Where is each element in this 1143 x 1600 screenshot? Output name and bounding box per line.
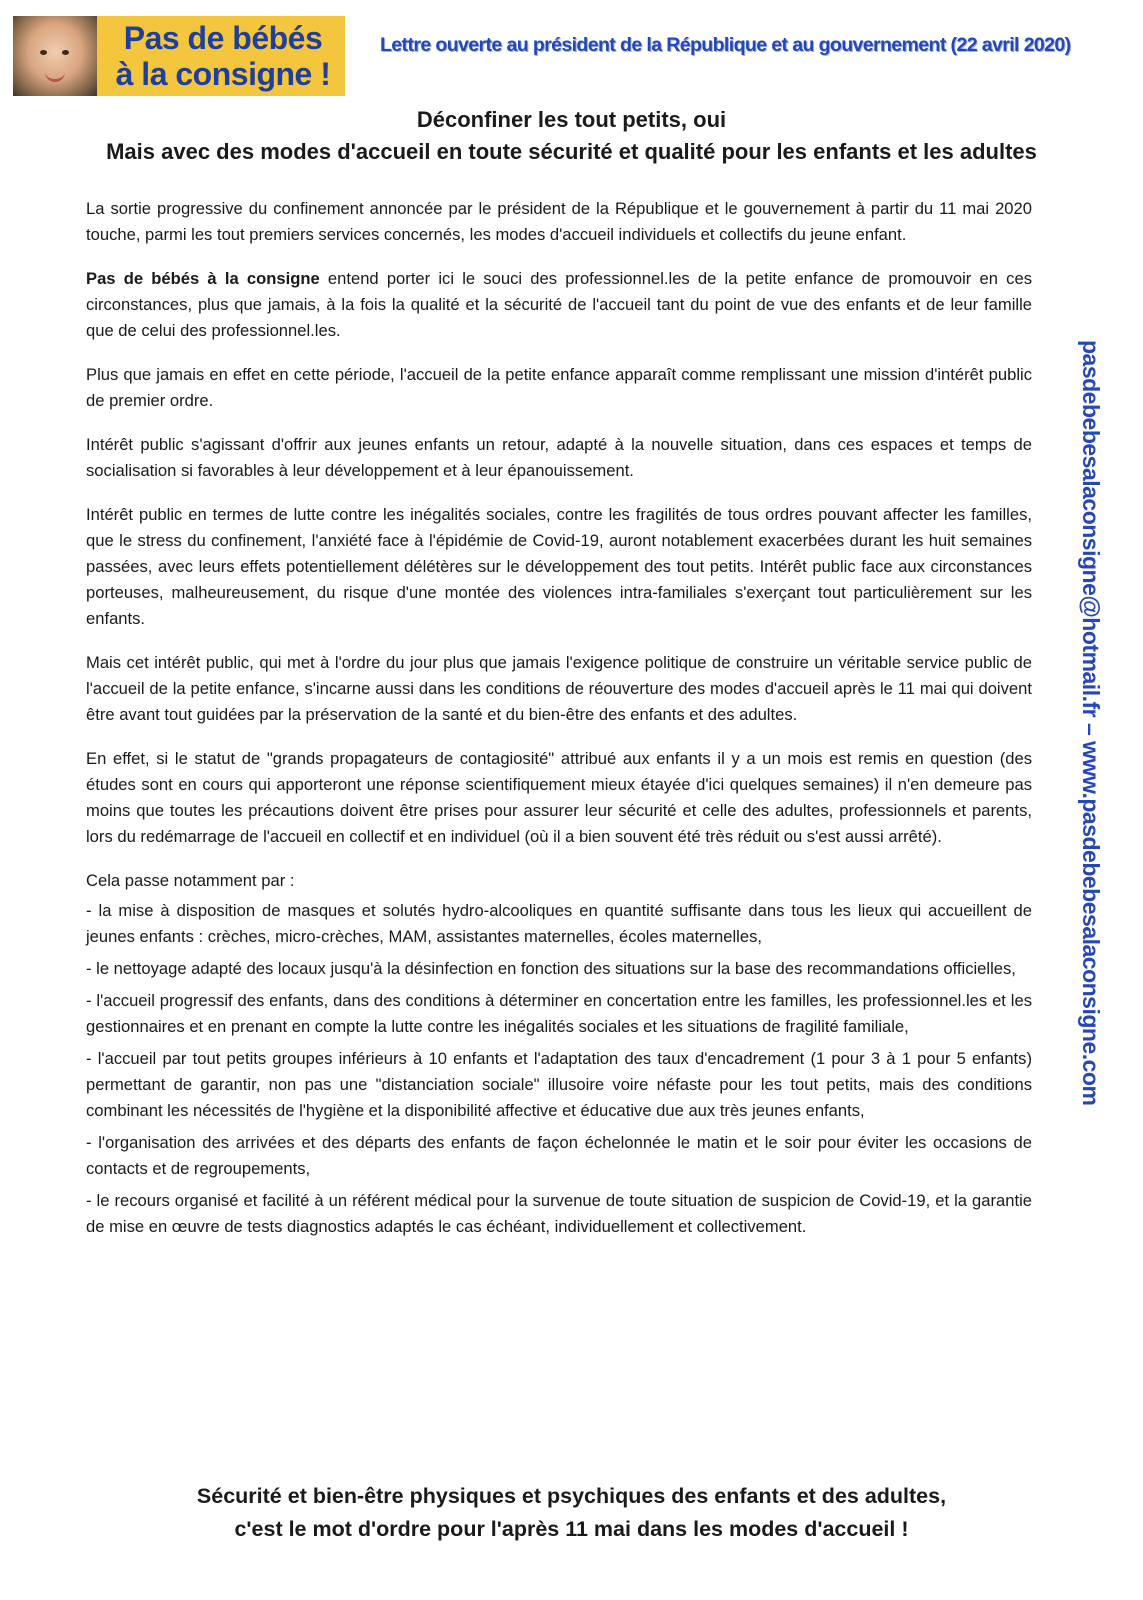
paragraph-2-text: entend porter ici le souci des professionnel.les de la petite enfance de promouvoir en ces circonstances, plus que jamais, à la fois la qualité et la sécurité de l'accueil tant du point de vue des enfants et de leur famille que de celui des professionnel.les. bbox=[86, 269, 1032, 340]
closing-statement bbox=[40, 1480, 1103, 1546]
letter-title: Lettre ouverte au président de la République et au gouvernement (22 avril 2020) bbox=[380, 34, 1071, 56]
paragraph-7: En effet, si le statut de "grands propagateurs de contagiosité" attribué aux enfants il y a un mois est remis en question (des études sont en cours qui apporteront une réponse scientifiquement mieux étayée d'ici quelques semaines) il n'en demeure pas moins que toutes les précautions doivent être prises pour assurer leur sécurité et celle des adultes, professionnels et parents, lors du redémarrage de l'accueil en collectif et en individuel (où il a bien souvent été très réduit ou s'est aussi arrêté). bbox=[86, 749, 1032, 846]
logo-line-2: à la consigne ! bbox=[115, 56, 331, 92]
letter-body bbox=[86, 196, 1032, 1246]
list-item: - la mise à disposition de masques et solutés hydro-alcooliques en quantité suffisante dans tous les lieux qui accueillent de jeunes enfants : crèches, micro-crèches, MAM, assistantes maternelles, écoles maternelles, bbox=[86, 901, 1032, 946]
paragraph-6: Mais cet intérêt public, qui met à l'ordre du jour plus que jamais l'exigence politique de construire un véritable service public de l'accueil de la petite enfance, s'incarne aussi dans les conditions de réouverture des modes d'accueil après le 11 mai qui doivent être avant tout guidées par la préservation de la santé et du bien-être des enfants et des adultes. bbox=[86, 653, 1032, 724]
paragraph-8: Cela passe notamment par : bbox=[86, 871, 295, 890]
paragraph-3: Plus que jamais en effet en cette période, l'accueil de la petite enfance apparaît comme remplissant une mission d'intérêt public de premier ordre. bbox=[86, 365, 1032, 410]
list-item: - l'accueil par tout petits groupes inférieurs à 10 enfants et l'adaptation des taux d'encadrement (1 pour 3 à 1 pour 5 enfants) permettant de garantir, non pas une "distanciation sociale" illusoire voire néfaste pour les tout petits, mais des conditions combinant les nécessités de l'hygiène et la disponibilité affective et éducative due aux très jeunes enfants, bbox=[86, 1049, 1032, 1120]
page-title bbox=[40, 104, 1103, 168]
title-line-1: Déconfiner les tout petits, oui bbox=[416, 107, 727, 132]
paragraph-2 bbox=[86, 266, 1032, 344]
title-line-2: Mais avec des modes d'accueil en toute sécurité et qualité pour les enfants et les adultes bbox=[106, 139, 1037, 164]
org-name: Pas de bébés à la consigne bbox=[86, 269, 320, 288]
closing-line-2: c'est le mot d'ordre pour l'après 11 mai dans les modes d'accueil ! bbox=[234, 1517, 909, 1541]
paragraph-4: Intérêt public s'agissant d'offrir aux jeunes enfants un retour, adapté à la nouvelle situation, dans ces espaces et temps de socialisation si favorables à leur développement et à leur épanouissement. bbox=[86, 435, 1032, 480]
paragraph-5: Intérêt public en termes de lutte contre les inégalités sociales, contre les fragilités de tous ordres pouvant affecter les familles, que le stress du confinement, l'anxiété face à l'épidémie de Covid-19, auront notablement exacerbées durant les huit semaines passées, avec leurs effets potentiellement délétères sur le développement des tout petits. Intérêt public face aux circonstances porteuses, malheureusement, du risque d'une montée des violences intra-familiales s'exerçant tout particulièrement sur les enfants. bbox=[86, 505, 1032, 628]
list-item: - le nettoyage adapté des locaux jusqu'à la désinfection en fonction des situations sur la base des recommandations officielles, bbox=[86, 959, 1016, 978]
logo-line-1: Pas de bébés bbox=[123, 20, 323, 56]
list-item: - l'accueil progressif des enfants, dans des conditions à déterminer en concertation entre les familles, les professionnel.les et les gestionnaires et en prenant en compte la lutte contre les inégalités sociales et les situations de fragilité familiale, bbox=[86, 991, 1032, 1036]
logo-text bbox=[105, 20, 341, 92]
paragraph-1: La sortie progressive du confinement annoncée par le président de la République et le gouvernement à partir du 11 mai 2020 touche, parmi les tout premiers services concernés, les modes d'accueil individuels et collectifs du jeune enfant. bbox=[86, 199, 1032, 244]
baby-photo bbox=[13, 16, 97, 96]
closing-line-1: Sécurité et bien-être physiques et psychiques des enfants et des adultes, bbox=[196, 1484, 947, 1508]
list-item: - l'organisation des arrivées et des départs des enfants de façon échelonnée le matin et le soir pour éviter les occasions de contacts et de regroupements, bbox=[86, 1133, 1032, 1178]
list-item: - le recours organisé et facilité à un référent médical pour la survenue de toute situation de suspicion de Covid-19, et la garantie de mise en œuvre de tests diagnostics adaptés le cas échéant, individuellement et collectivement. bbox=[86, 1191, 1032, 1236]
logo bbox=[13, 16, 345, 96]
contact-vertical: pasdebebesalaconsigne@hotmail.fr – www.pasdebebesalaconsigne.com bbox=[1078, 340, 1104, 1106]
